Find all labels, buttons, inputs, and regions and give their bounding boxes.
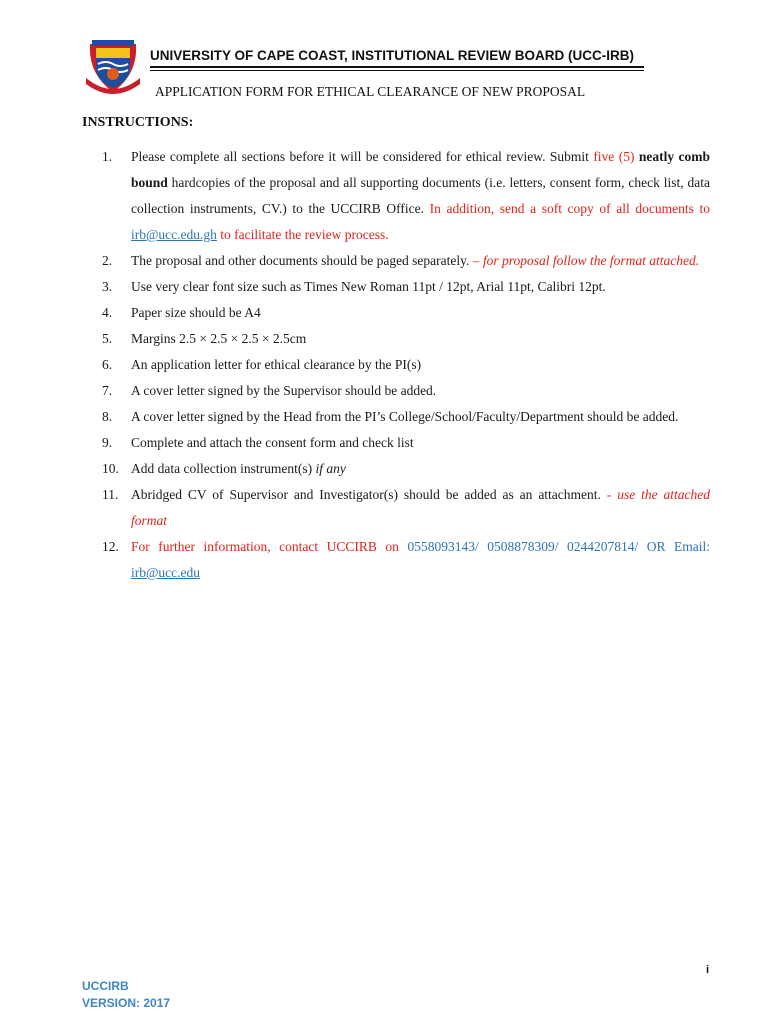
instruction-item [102,274,710,300]
instruction-text: An application letter for ethical clearance by the PI(s) [131,357,422,372]
instruction-item [102,482,710,534]
instruction-item [102,430,710,456]
instruction-item [102,352,710,378]
instruction-number: 1. [102,149,113,164]
instruction-item [102,144,710,248]
instruction-text: five (5) [593,149,635,164]
instruction-number: 7. [102,383,113,398]
instruction-item [102,300,710,326]
instruction-text: Abridged CV of Supervisor and Investigator(s) should be added as an attachment. [131,487,607,502]
instruction-text: Use very clear font size such as Times New Roman 11pt / 12pt, Arial 11pt, Calibri 12pt. [131,279,606,294]
instruction-number: 12. [102,539,119,554]
form-subtitle: APPLICATION FORM FOR ETHICAL CLEARANCE OF NEW PROPOSAL [155,84,586,99]
instruction-text: if any [315,461,346,476]
instruction-text: to facilitate the review process. [216,227,389,242]
instruction-number: 11. [102,487,119,502]
instruction-text: For further information, contact UCCIRB on [131,539,408,554]
university-crest-icon [82,34,144,96]
instruction-item [102,326,710,352]
instruction-item [102,248,710,274]
instruction-number: 3. [102,279,113,294]
email-link[interactable]: irb@ucc.edu [131,565,201,580]
footer [82,978,170,1012]
instruction-text: - use the attached format [131,487,710,528]
email-link[interactable]: irb@ucc.edu.gh [131,227,217,242]
instruction-number: 9. [102,435,113,450]
instruction-text: 0558093143/ 0508878309/ 0244207814/ OR Email: [407,539,710,554]
instruction-text: – for proposal follow the format attached. [472,253,700,268]
instruction-number: 5. [102,331,113,346]
instruction-text: neatly comb bound [131,149,711,190]
instructions-list [102,144,710,586]
instruction-number: 6. [102,357,113,372]
instruction-text: hardcopies of the proposal and all supporting documents (i.e. letters, consent form, check list, data collection instruments, CV.) to the UCCIRB Office. [131,175,710,216]
instruction-item [102,534,710,586]
instruction-text: Paper size should be A4 [131,305,261,320]
instruction-text: In addition, send a soft copy of all documents to [429,201,710,216]
instruction-item [102,456,710,482]
instruction-text: A cover letter signed by the Supervisor should be added. [131,383,437,398]
instruction-text: Add data collection instrument(s) [131,461,316,476]
page-number: i [706,964,710,976]
instruction-item [102,404,710,430]
instruction-number: 4. [102,305,113,320]
instruction-number: 10. [102,461,119,476]
instruction-text: Please complete all sections before it will be considered for ethical review. Submit [131,149,594,164]
instruction-number: 8. [102,409,113,424]
instruction-text: The proposal and other documents should be paged separately. [131,253,473,268]
instructions-heading: INSTRUCTIONS: [82,115,194,130]
footer-org: UCCIRB [82,979,129,993]
header-rule [150,70,644,71]
instruction-text: A cover letter signed by the Head from the PI’s College/School/Faculty/Department should be added. [131,409,679,424]
footer-version: VERSION: 2017 [82,996,171,1010]
instruction-text: Complete and attach the consent form and check list [131,435,414,450]
instruction-text: Margins 2.5 × 2.5 × 2.5 × 2.5cm [131,331,307,346]
instruction-number: 2. [102,253,113,268]
header-title: UNIVERSITY OF CAPE COAST, INSTITUTIONAL REVIEW BOARD (UCC-IRB) [150,48,644,68]
instruction-item [102,378,710,404]
